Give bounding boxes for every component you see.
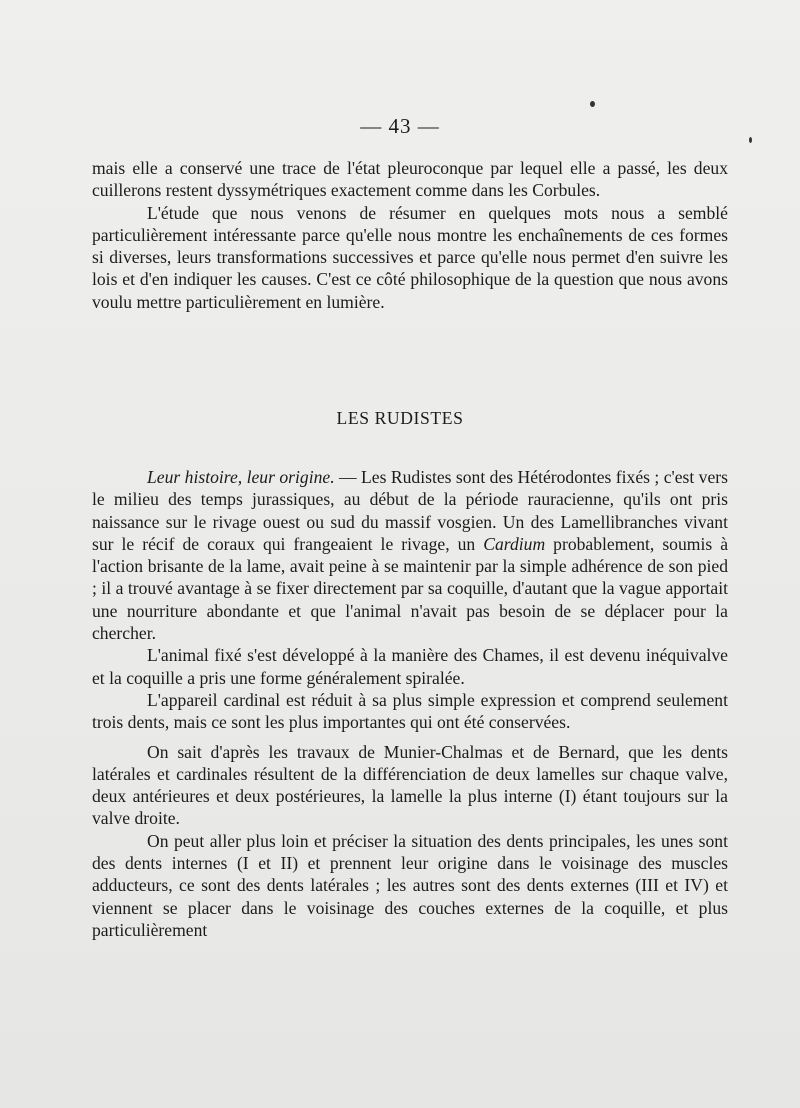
paragraph: L'appareil cardinal est réduit à sa plus simple expression et comprend seulement trois dents, mais ce sont les plus importantes qui ont été conservées. xyxy=(92,689,728,733)
ink-speck xyxy=(590,101,595,107)
section-text-block xyxy=(92,466,728,941)
page-number: — 43 — xyxy=(360,114,440,138)
intro-text-block xyxy=(92,157,728,313)
paragraph: On sait d'après les travaux de Munier-Chalmas et de Bernard, que les dents latérales et cardinales résultent de la différenciation de deux lamelles sur chaque valve, deux antérieures et deux postérieures, la lamelle la plus interne (I) étant toujours sur la valve droite. xyxy=(92,741,728,829)
paragraph-text: — Les Rudistes sont des Hétérodontes fixés ; c'est vers le milieu des temps jurassiques, au début de la période rauracienne, qu'ils ont pris naissance sur le rivage ouest ou sud du massif vosgien. Un des Lamellibranches vivant sur le récif de coraux qui frangeaient le rivage, un xyxy=(92,467,728,554)
paragraph-lead: Leur histoire, leur origine. xyxy=(147,467,335,487)
paragraph: On peut aller plus loin et préciser la situation des dents principales, les unes sont des dents internes (I et II) et prennent leur origine dans le voisinage des muscles adducteurs, ce sont des dents latérales ; les autres sont des dents externes (III et IV) et viennent se placer dans le voisinage des couches externes de la coquille, et plus particulièrement xyxy=(92,830,728,940)
section-heading: LES RUDISTES xyxy=(336,408,464,428)
paragraph-text: probablement, soumis à l'action brisante de la lame, avait peine à se maintenir par la simple adhérence de son pied ; il a trouvé avantage à se fixer directement par sa coquille, d'autant que la vague apportait une nourriture abondante et que l'animal n'avait pas besoin de se déplacer pour la chercher. xyxy=(92,533,728,644)
paragraph: L'étude que nous venons de résumer en quelques mots nous a semblé particulièrement intéressante parce qu'elle nous montre les enchaînements de ces formes si diverses, leurs transformations successives et parce qu'elle nous permet d'en suivre les lois et d'en indiquer les causes. C'est ce côté philosophique de la question que nous avons voulu mettre particulièrement en lumière. xyxy=(92,202,728,312)
paragraph: mais elle a conservé une trace de l'état pleuroconque par lequel elle a passé, les deux cuillerons restent dyssymétriques exactement comme dans les Corbules. xyxy=(92,158,728,201)
paragraph: L'animal fixé s'est développé à la manière des Chames, il est devenu inéquivalve et la coquille a pris une forme généralement spiralée. xyxy=(92,645,728,688)
genus-name: Cardium xyxy=(483,533,546,554)
paragraph xyxy=(92,466,728,644)
